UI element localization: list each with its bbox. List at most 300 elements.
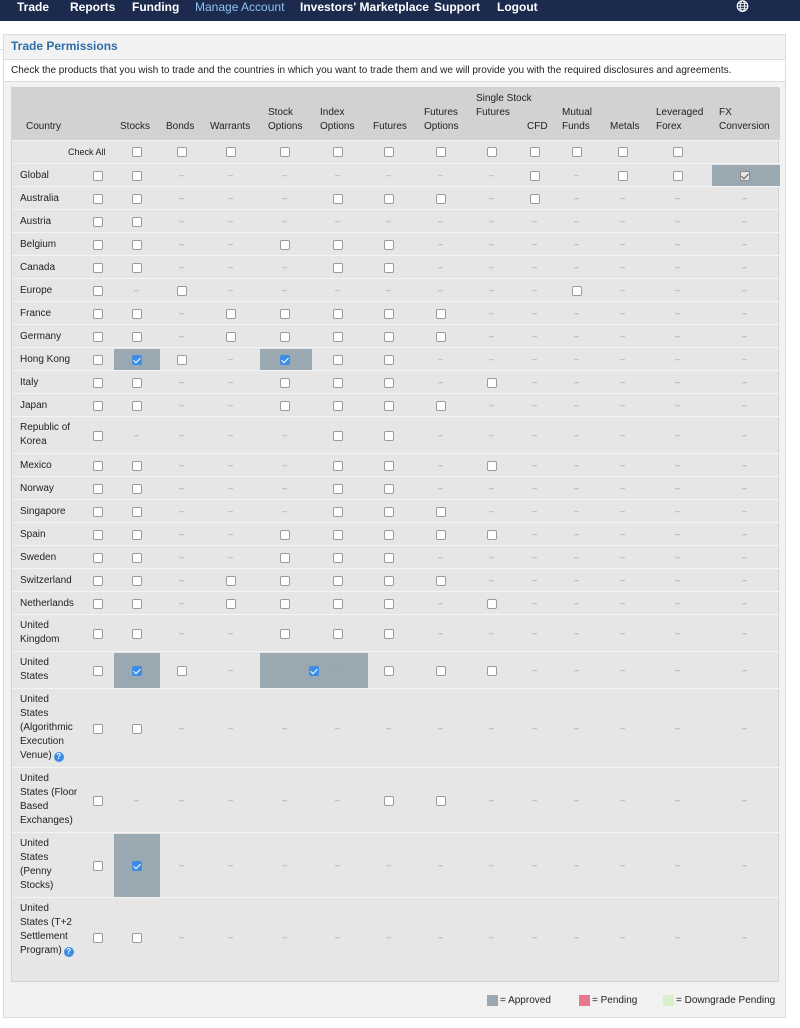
not-available-dash: – — [675, 284, 681, 295]
country-name: United States (Floor Based Exchanges) — [20, 773, 78, 826]
not-available-dash: – — [386, 215, 392, 226]
checkbox[interactable] — [436, 530, 446, 540]
checkbox[interactable] — [333, 599, 343, 609]
not-available-dash: – — [179, 794, 185, 805]
table-row — [12, 897, 780, 976]
checkbox[interactable] — [384, 240, 394, 250]
not-available-dash: – — [179, 169, 185, 180]
not-available-dash: – — [335, 664, 341, 675]
checkbox[interactable] — [132, 378, 142, 388]
country-name: Germany — [20, 330, 62, 342]
not-available-dash: – — [228, 429, 234, 440]
checkbox[interactable] — [93, 933, 103, 943]
not-available-dash: – — [282, 859, 288, 870]
not-available-dash: – — [179, 192, 185, 203]
nav-funding[interactable]: Funding — [132, 0, 180, 14]
not-available-dash: – — [620, 399, 626, 410]
checkbox[interactable] — [93, 553, 103, 563]
not-available-dash: – — [438, 353, 444, 364]
checkbox[interactable] — [333, 461, 343, 471]
checkbox[interactable] — [530, 171, 540, 181]
checkbox[interactable] — [384, 147, 394, 157]
checkbox[interactable] — [280, 553, 290, 563]
not-available-dash: – — [620, 376, 626, 387]
not-available-dash: – — [532, 664, 538, 675]
not-available-dash: – — [134, 429, 140, 440]
checkbox[interactable] — [132, 240, 142, 250]
not-available-dash: – — [438, 859, 444, 870]
not-available-dash: – — [620, 482, 626, 493]
checkbox[interactable] — [384, 194, 394, 204]
checkbox[interactable] — [333, 263, 343, 273]
checkbox[interactable] — [333, 576, 343, 586]
checkbox[interactable] — [177, 286, 187, 296]
checkbox[interactable] — [673, 171, 683, 181]
country-name: Spain — [20, 528, 46, 540]
checkbox[interactable] — [333, 147, 343, 157]
checkbox[interactable] — [487, 378, 497, 388]
legend-swatch — [663, 995, 674, 1006]
not-available-dash: – — [438, 551, 444, 562]
not-available-dash: – — [532, 597, 538, 608]
not-available-dash: – — [620, 505, 626, 516]
checkbox-checked[interactable] — [132, 666, 142, 676]
legend-label: = Pending — [592, 995, 638, 1006]
country-label — [20, 574, 80, 588]
checkbox[interactable] — [280, 599, 290, 609]
not-available-dash: – — [620, 931, 626, 942]
column-header: Futures Options — [424, 107, 459, 132]
checkbox[interactable] — [384, 599, 394, 609]
not-available-dash: – — [228, 284, 234, 295]
checkbox[interactable] — [333, 355, 343, 365]
not-available-dash: – — [228, 215, 234, 226]
table-row — [12, 614, 780, 651]
not-available-dash: – — [386, 169, 392, 180]
checkbox[interactable] — [132, 484, 142, 494]
checkbox[interactable] — [93, 796, 103, 806]
checkbox[interactable] — [93, 724, 103, 734]
not-available-dash: – — [228, 399, 234, 410]
table-row — [12, 832, 780, 897]
not-available-dash: – — [675, 459, 681, 470]
checkbox[interactable] — [280, 378, 290, 388]
checkbox[interactable] — [436, 309, 446, 319]
checkbox[interactable] — [333, 553, 343, 563]
checkbox[interactable] — [333, 309, 343, 319]
checkbox[interactable] — [93, 171, 103, 181]
checkbox-checked[interactable] — [280, 355, 290, 365]
table-row — [12, 347, 780, 370]
checkbox[interactable] — [132, 933, 142, 943]
checkbox[interactable] — [280, 401, 290, 411]
not-available-dash: – — [574, 215, 580, 226]
table-row — [12, 255, 780, 278]
not-available-dash: – — [489, 192, 495, 203]
not-available-dash: – — [532, 459, 538, 470]
checkbox[interactable] — [487, 666, 497, 676]
checkbox[interactable] — [436, 666, 446, 676]
checkbox[interactable] — [384, 263, 394, 273]
not-available-dash: – — [335, 722, 341, 733]
not-available-dash: – — [228, 505, 234, 516]
not-available-dash: – — [532, 505, 538, 516]
not-available-dash: – — [282, 429, 288, 440]
not-available-dash: – — [228, 169, 234, 180]
checkbox[interactable] — [384, 629, 394, 639]
column-header: CFD — [527, 121, 548, 132]
country-label — [20, 482, 80, 496]
not-available-dash: – — [675, 192, 681, 203]
checkbox[interactable] — [487, 147, 497, 157]
checkbox[interactable] — [93, 263, 103, 273]
not-available-dash: – — [620, 597, 626, 608]
checkbox[interactable] — [177, 355, 187, 365]
country-label — [20, 597, 80, 611]
column-header: Mutual Funds — [562, 107, 593, 132]
not-available-dash: – — [620, 459, 626, 470]
checkbox[interactable] — [530, 147, 540, 157]
checkbox[interactable] — [280, 332, 290, 342]
nav-trade[interactable]: Trade — [17, 0, 50, 14]
not-available-dash: – — [532, 574, 538, 585]
not-available-dash: – — [742, 551, 748, 562]
not-available-dash: – — [620, 215, 626, 226]
not-available-dash: – — [228, 376, 234, 387]
checkbox[interactable] — [333, 194, 343, 204]
country-label — [20, 551, 80, 565]
checkbox[interactable] — [93, 507, 103, 517]
not-available-dash: – — [574, 307, 580, 318]
legend-label: = Approved — [500, 995, 551, 1006]
not-available-dash: – — [532, 215, 538, 226]
checkbox[interactable] — [673, 147, 683, 157]
not-available-dash: – — [532, 627, 538, 638]
not-available-dash: – — [179, 931, 185, 942]
column-header: Leveraged Forex — [656, 107, 704, 132]
not-available-dash: – — [282, 931, 288, 942]
not-available-dash: – — [489, 482, 495, 493]
table-row — [12, 209, 780, 232]
checkbox[interactable] — [132, 194, 142, 204]
checkbox[interactable] — [487, 461, 497, 471]
checkbox[interactable] — [93, 861, 103, 871]
country-name: United States (Penny Stocks) — [20, 838, 54, 891]
checkbox[interactable] — [93, 309, 103, 319]
not-available-dash: – — [228, 528, 234, 539]
not-available-dash: – — [335, 859, 341, 870]
checkbox[interactable] — [333, 431, 343, 441]
checkbox[interactable] — [618, 147, 628, 157]
checkbox[interactable] — [436, 507, 446, 517]
checkbox[interactable] — [384, 484, 394, 494]
not-available-dash: – — [532, 482, 538, 493]
not-available-dash: – — [675, 376, 681, 387]
country-label — [20, 421, 80, 449]
not-available-dash: – — [742, 574, 748, 585]
checkbox[interactable] — [226, 576, 236, 586]
not-available-dash: – — [675, 353, 681, 364]
not-available-dash: – — [532, 722, 538, 733]
not-available-dash: – — [574, 664, 580, 675]
not-available-dash: – — [532, 931, 538, 942]
checkbox[interactable] — [487, 530, 497, 540]
checkbox[interactable] — [384, 666, 394, 676]
not-available-dash: – — [489, 627, 495, 638]
checkbox[interactable] — [618, 171, 628, 181]
checkbox[interactable] — [572, 147, 582, 157]
checkbox[interactable] — [280, 240, 290, 250]
checkbox[interactable] — [280, 530, 290, 540]
checkbox-checked[interactable] — [132, 861, 142, 871]
not-available-dash: – — [742, 664, 748, 675]
checkbox[interactable] — [132, 147, 142, 157]
checkbox[interactable] — [384, 576, 394, 586]
table-row — [12, 301, 780, 324]
checkbox[interactable] — [333, 629, 343, 639]
not-available-dash: – — [179, 238, 185, 249]
checkbox[interactable] — [93, 530, 103, 540]
checkbox[interactable] — [384, 796, 394, 806]
not-available-dash: – — [228, 353, 234, 364]
not-available-dash: – — [489, 794, 495, 805]
nav-investors-marketplace[interactable]: Investors' Marketplace — [300, 0, 429, 14]
not-available-dash: – — [335, 284, 341, 295]
not-available-dash: – — [134, 284, 140, 295]
nav-logout[interactable]: Logout — [497, 0, 538, 14]
checkbox[interactable] — [384, 461, 394, 471]
not-available-dash: – — [282, 459, 288, 470]
checkbox[interactable] — [384, 355, 394, 365]
checkbox[interactable] — [384, 507, 394, 517]
checkbox[interactable] — [530, 194, 540, 204]
not-available-dash: – — [742, 482, 748, 493]
not-available-dash: – — [532, 307, 538, 318]
not-available-dash: – — [742, 597, 748, 608]
not-available-dash: – — [620, 261, 626, 272]
checkbox[interactable] — [436, 796, 446, 806]
checkbox[interactable] — [93, 401, 103, 411]
checkbox[interactable] — [132, 507, 142, 517]
checkbox[interactable] — [93, 355, 103, 365]
not-available-dash: – — [675, 238, 681, 249]
checkbox[interactable] — [333, 401, 343, 411]
table-row — [12, 767, 780, 832]
checkbox[interactable] — [384, 530, 394, 540]
not-available-dash: – — [574, 192, 580, 203]
country-name: Mexico — [20, 459, 52, 471]
country-label — [20, 353, 80, 367]
checkbox[interactable] — [333, 530, 343, 540]
not-available-dash: – — [282, 215, 288, 226]
checkbox[interactable] — [93, 194, 103, 204]
not-available-dash: – — [179, 505, 185, 516]
checkbox-checked[interactable] — [132, 355, 142, 365]
check-all-row — [12, 140, 780, 163]
help-icon[interactable]: ? — [64, 947, 74, 957]
checkbox[interactable] — [436, 332, 446, 342]
checkbox[interactable] — [436, 194, 446, 204]
not-available-dash: – — [620, 429, 626, 440]
country-label — [20, 169, 80, 183]
not-available-dash: – — [179, 429, 185, 440]
not-available-dash: – — [282, 722, 288, 733]
table-row — [12, 568, 780, 591]
globe-icon[interactable] — [734, 0, 751, 14]
country-label — [20, 307, 80, 321]
not-available-dash: – — [179, 261, 185, 272]
checkbox[interactable] — [280, 629, 290, 639]
not-available-dash: – — [179, 307, 185, 318]
checkbox[interactable] — [93, 378, 103, 388]
country-name: Belgium — [20, 238, 57, 250]
table-row — [12, 393, 780, 416]
checkbox[interactable] — [333, 240, 343, 250]
checkbox[interactable] — [384, 401, 394, 411]
checkbox[interactable] — [93, 629, 103, 639]
checkbox[interactable] — [132, 332, 142, 342]
checkbox[interactable] — [487, 599, 497, 609]
country-label — [20, 837, 80, 893]
not-available-dash: – — [742, 307, 748, 318]
checkbox[interactable] — [226, 599, 236, 609]
checkbox[interactable] — [93, 576, 103, 586]
checkbox[interactable] — [132, 724, 142, 734]
not-available-dash: – — [228, 192, 234, 203]
checkbox[interactable] — [384, 431, 394, 441]
checkbox[interactable] — [93, 666, 103, 676]
not-available-dash: – — [574, 551, 580, 562]
checkbox[interactable] — [132, 553, 142, 563]
table-row — [12, 522, 780, 545]
checkbox[interactable] — [333, 378, 343, 388]
checkbox[interactable] — [93, 461, 103, 471]
checkbox[interactable] — [436, 147, 446, 157]
checkbox[interactable] — [132, 599, 142, 609]
checkbox[interactable] — [572, 286, 582, 296]
checkbox[interactable] — [93, 240, 103, 250]
country-name: Republic of Korea — [20, 422, 71, 447]
not-available-dash: – — [228, 664, 234, 675]
not-available-dash: – — [532, 353, 538, 364]
top-nav — [0, 0, 800, 21]
not-available-dash: – — [742, 528, 748, 539]
checkbox[interactable] — [93, 431, 103, 441]
checkbox[interactable] — [132, 217, 142, 227]
not-available-dash: – — [675, 794, 681, 805]
column-header: Warrants — [210, 121, 251, 132]
checkbox-checked[interactable] — [309, 666, 319, 676]
column-header: Stocks — [120, 121, 151, 132]
checkbox[interactable] — [436, 401, 446, 411]
checkbox[interactable] — [132, 530, 142, 540]
country-label — [20, 693, 80, 763]
checkbox[interactable] — [132, 171, 142, 181]
not-available-dash: – — [574, 505, 580, 516]
not-available-dash: – — [438, 261, 444, 272]
permissions-table — [11, 87, 779, 982]
country-label — [20, 772, 80, 828]
checkbox[interactable] — [226, 309, 236, 319]
checkbox[interactable] — [93, 484, 103, 494]
country-name: France — [20, 307, 52, 319]
checkbox[interactable] — [177, 666, 187, 676]
not-available-dash: – — [620, 664, 626, 675]
legend — [4, 993, 787, 1009]
not-available-dash: – — [742, 376, 748, 387]
not-available-dash: – — [386, 931, 392, 942]
country-name: Singapore — [20, 505, 66, 517]
not-available-dash: – — [574, 429, 580, 440]
checkbox[interactable] — [132, 263, 142, 273]
checkbox[interactable] — [93, 599, 103, 609]
column-header: Stock Options — [268, 107, 303, 132]
not-available-dash: – — [438, 429, 444, 440]
checkbox[interactable] — [93, 332, 103, 342]
checkbox[interactable] — [436, 576, 446, 586]
not-available-dash: – — [532, 399, 538, 410]
checkbox[interactable] — [226, 332, 236, 342]
not-available-dash: – — [438, 482, 444, 493]
checkbox[interactable] — [384, 378, 394, 388]
country-label — [20, 192, 80, 206]
not-available-dash: – — [282, 261, 288, 272]
checkbox[interactable] — [93, 217, 103, 227]
checkbox[interactable] — [384, 553, 394, 563]
checkbox[interactable] — [132, 629, 142, 639]
not-available-dash: – — [228, 459, 234, 470]
checkbox[interactable] — [280, 576, 290, 586]
table-row — [12, 278, 780, 301]
checkbox[interactable] — [333, 484, 343, 494]
nav-manage-account[interactable]: Manage Account — [195, 0, 285, 14]
not-available-dash: – — [532, 376, 538, 387]
not-available-dash: – — [489, 261, 495, 272]
not-available-dash: – — [532, 238, 538, 249]
checkbox[interactable] — [280, 309, 290, 319]
table-row — [12, 545, 780, 568]
checkbox[interactable] — [333, 507, 343, 517]
not-available-dash: – — [228, 551, 234, 562]
country-label — [20, 261, 80, 275]
not-available-dash: – — [489, 551, 495, 562]
help-icon[interactable]: ? — [54, 752, 64, 762]
country-name: Norway — [20, 482, 54, 494]
checkbox[interactable] — [132, 461, 142, 471]
checkbox[interactable] — [132, 309, 142, 319]
checkbox[interactable] — [132, 401, 142, 411]
checkbox[interactable] — [132, 576, 142, 586]
not-available-dash: – — [438, 459, 444, 470]
not-available-dash: – — [675, 399, 681, 410]
country-label — [20, 330, 80, 344]
checkbox[interactable] — [226, 147, 236, 157]
checkbox[interactable] — [177, 147, 187, 157]
nav-reports[interactable]: Reports — [70, 0, 116, 14]
not-available-dash: – — [386, 284, 392, 295]
not-available-dash: – — [228, 931, 234, 942]
country-label — [20, 215, 80, 229]
checkbox[interactable] — [93, 286, 103, 296]
checkbox[interactable] — [384, 309, 394, 319]
table-row — [12, 453, 780, 476]
nav-support[interactable]: Support — [434, 0, 480, 14]
checkbox[interactable] — [384, 332, 394, 342]
checkbox[interactable] — [333, 332, 343, 342]
table-row — [12, 370, 780, 393]
checkbox[interactable] — [280, 147, 290, 157]
not-available-dash: – — [532, 859, 538, 870]
